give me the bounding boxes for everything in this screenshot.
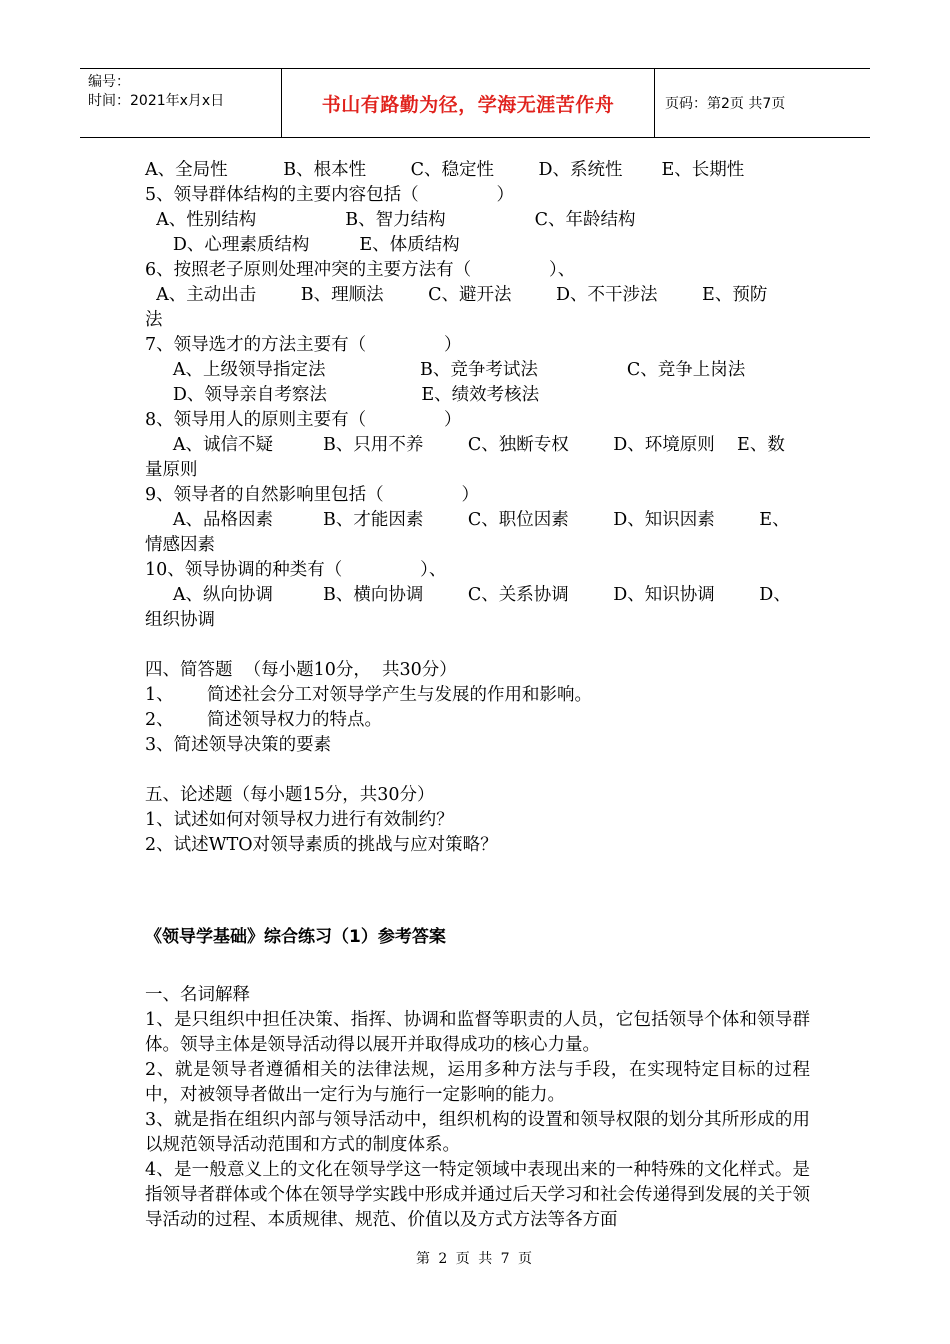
- document-body: [145, 158, 810, 1233]
- question-7-options-a: A、上级领导指定法 B、竞争考试法 C、竞争上岗法: [145, 360, 746, 380]
- footer-page-number: 第 2 页 共 7 页: [415, 1251, 535, 1267]
- essay-1: 1、试述如何对领导权力进行有效制约？: [145, 810, 454, 830]
- header-meta: [80, 69, 282, 137]
- short-answer-3: 3、简述领导决策的要素: [145, 735, 332, 755]
- question-5-options-a: A、性别结构 B、智力结构 C、年龄结构: [145, 210, 636, 230]
- question-9-options-cont: 情感因素: [145, 535, 215, 555]
- question-6: 6、按照老子原则处理冲突的主要方法有（ ）、: [145, 260, 576, 280]
- question-9-options: A、品格因素 B、才能因素 C、职位因素 D、知识因素 E、: [145, 510, 790, 530]
- answer-1: 1、是只组织中担任决策、指挥、协调和监督等职责的人员，它包括领导个体和领导群体。领导主体是领导活动得以展开并取得成功的核心力量。: [145, 1010, 810, 1055]
- short-answer-1: 1、 简述社会分工对领导学产生与发展的作用和影响。: [145, 685, 593, 705]
- answer-3: 3、就是指在组织内部与领导活动中，组织机构的设置和领导权限的划分其所形成的用以规范领导活动范围和方式的制度体系。: [145, 1110, 810, 1155]
- header-number: 编号：: [88, 74, 130, 90]
- answer-section-1-heading: 一、名词解释: [145, 985, 250, 1005]
- question-8: 8、领导用人的原则主要有（ ）: [145, 410, 462, 430]
- page-footer: [0, 1248, 950, 1268]
- question-5-options-b: D、心理素质结构 E、体质结构: [145, 235, 460, 255]
- question-10: 10、领导协调的种类有（ ）、: [145, 560, 447, 580]
- question-8-options-cont: 量原则: [145, 460, 198, 480]
- header-motto: 书山有路勤为径，学海无涯苦作舟: [321, 93, 615, 116]
- question-6-options-cont: 法: [145, 310, 163, 330]
- question-6-options: A、主动出击 B、理顺法 C、避开法 D、不干涉法 E、预防: [145, 285, 768, 305]
- header-motto-cell: [282, 69, 655, 137]
- question-7-options-b: D、领导亲自考察法 E、绩效考核法: [145, 385, 540, 405]
- section-4-heading: 四、简答题 （每小题10分， 共30分）: [145, 660, 457, 680]
- answer-2: 2、就是领导者遵循相关的法律法规，运用多种方法与手段，在实现特定目标的过程中，对被领导者做出一定行为与施行一定影响的能力。: [145, 1060, 810, 1105]
- header-date: 时间：2021年x月x日: [88, 93, 225, 109]
- section-5-heading: 五、论述题（每小题15分，共30分）: [145, 785, 435, 805]
- question-4-options: A、全局性 B、根本性 C、稳定性 D、系统性 E、长期性: [145, 160, 745, 180]
- header-page-cell: [655, 69, 870, 137]
- page-header: [80, 68, 870, 138]
- question-5: 5、领导群体结构的主要内容包括（ ）: [145, 185, 515, 205]
- answer-4: 4、是一般意义上的文化在领导学这一特定领域中表现出来的一种特殊的文化样式。是指领导者群体或个体在领导学实践中形成并通过后天学习和社会传递得到发展的关于领导活动的过程、本质规律、规范、价值以及方式方法等各方面: [145, 1160, 810, 1230]
- question-10-options-cont: 组织协调: [145, 610, 215, 630]
- question-8-options: A、诚信不疑 B、只用不养 C、独断专权 D、环境原则 E、数: [145, 435, 785, 455]
- question-9: 9、领导者的自然影响里包括（ ）: [145, 485, 480, 505]
- essay-2: 2、试述WTO对领导素质的挑战与应对策略？: [145, 835, 498, 855]
- question-10-options: A、纵向协调 B、横向协调 C、关系协调 D、知识协调 D、: [145, 585, 791, 605]
- short-answer-2: 2、 简述领导权力的特点。: [145, 710, 383, 730]
- question-7: 7、领导选才的方法主要有（ ）: [145, 335, 462, 355]
- header-page-number: 页码：第2页 共7页: [665, 96, 786, 112]
- answer-key-title: 《领导学基础》综合练习（1）参考答案: [145, 927, 446, 947]
